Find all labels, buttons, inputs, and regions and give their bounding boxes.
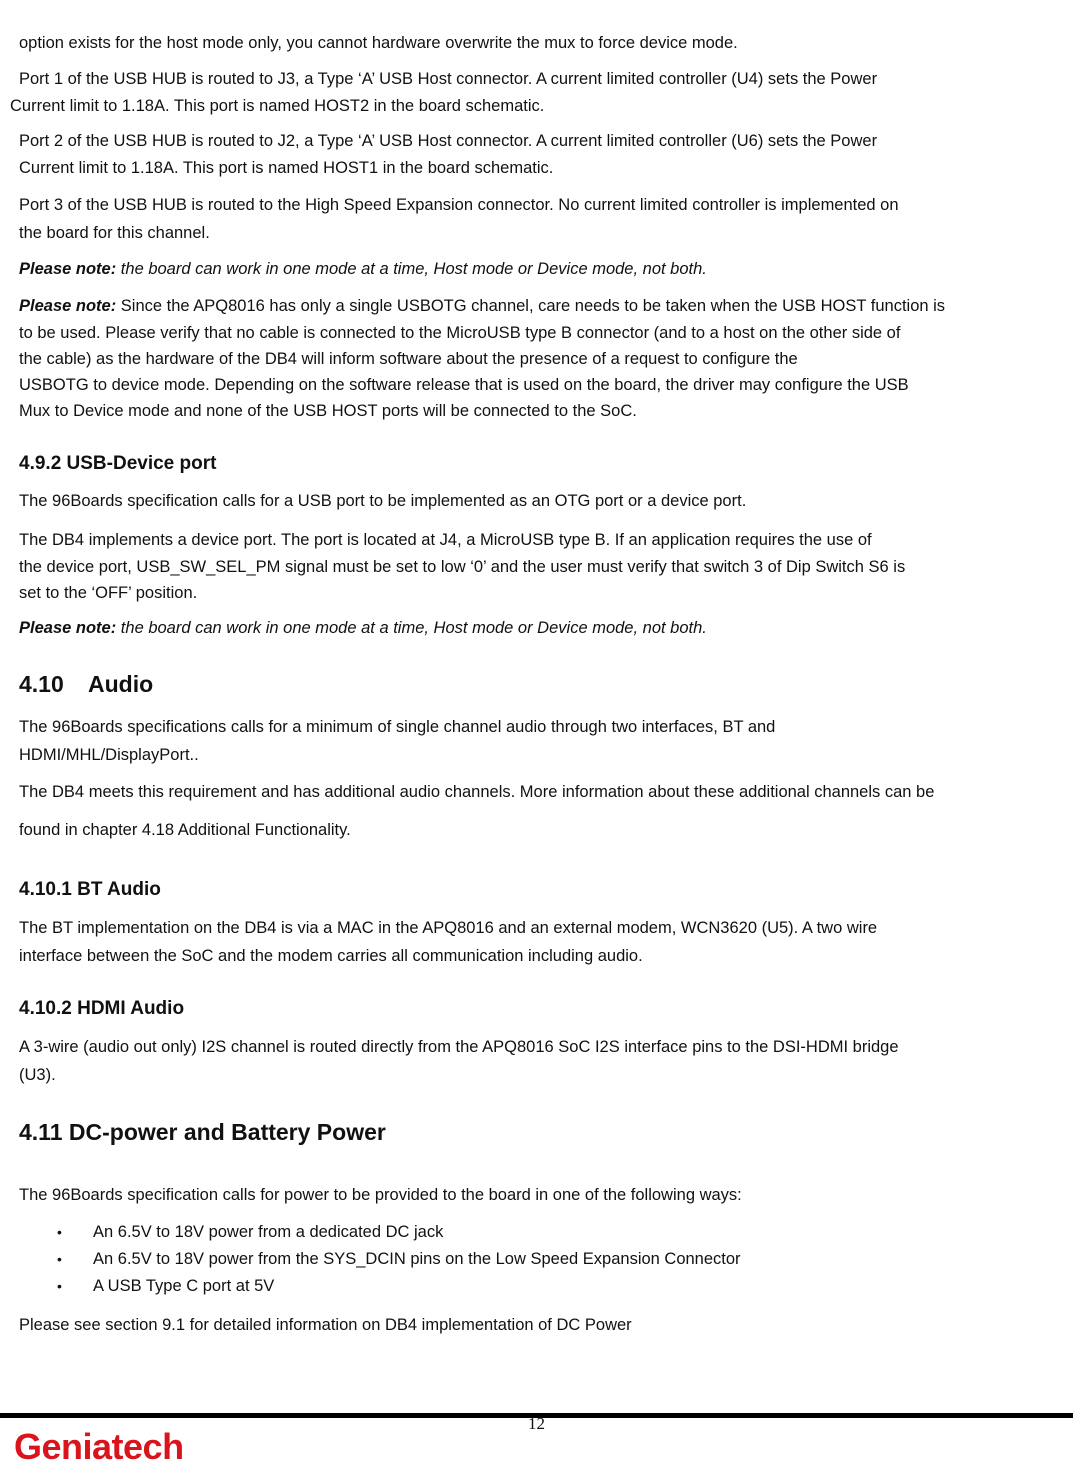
paragraph-line: option exists for the host mode only, you cannot hardware overwrite the mux to force device mode.	[19, 34, 738, 52]
heading-hdmi-audio: 4.10.2 HDMI Audio	[19, 998, 185, 1019]
list-item	[0, 1276, 1073, 1303]
list-item-text: An 6.5V to 18V power from the SYS_DCIN pins on the Low Speed Expansion Connector	[93, 1250, 741, 1268]
list-item-text: A USB Type C port at 5V	[93, 1277, 275, 1295]
paragraph-line: the board for this channel.	[19, 224, 210, 242]
heading-number: 4.10	[19, 671, 64, 697]
geniatech-logo: Geniatech	[14, 1426, 184, 1467]
paragraph-line: A 3-wire (audio out only) I2S channel is routed directly from the APQ8016 SoC I2S interface pins to the DSI-HDMI bridge	[19, 1038, 899, 1056]
note-label: Please note:	[19, 619, 117, 637]
paragraph-line: USBOTG to device mode. Depending on the software release that is used on the board, the driver may configure the USB	[19, 376, 909, 394]
note-text: Since the APQ8016 has only a single USBOTG channel, care needs to be taken when the USB HOST function is	[116, 297, 946, 315]
paragraph-line: Mux to Device mode and none of the USB HOST ports will be connected to the SoC.	[19, 402, 637, 420]
heading-audio	[19, 670, 153, 698]
paragraph-line: the device port, USB_SW_SEL_PM signal must be set to low ‘0’ and the user must verify that switch 3 of Dip Switch S6 is	[19, 558, 906, 576]
paragraph-line: The 96Boards specification calls for power to be provided to the board in one of the following ways:	[19, 1186, 742, 1204]
paragraph-line: found in chapter 4.18 Additional Functionality.	[19, 821, 351, 839]
paragraph-line: HDMI/MHL/DisplayPort..	[19, 746, 199, 764]
paragraph-line: the cable) as the hardware of the DB4 will inform software about the presence of a request to configure the	[19, 350, 798, 368]
page-number: 12	[528, 1414, 545, 1433]
note-usb-mode	[19, 259, 707, 279]
paragraph-line: interface between the SoC and the modem carries all communication including audio.	[19, 947, 643, 965]
list-item	[0, 1222, 1073, 1249]
heading-dc-power: 4.11 DC-power and Battery Power	[19, 1119, 386, 1145]
note-text: the board can work in one mode at a time, Host mode or Device mode, not both.	[116, 619, 707, 637]
paragraph-line: The DB4 implements a device port. The port is located at J4, a MicroUSB type B. If an application requires the use of	[19, 531, 872, 549]
paragraph-line: Current limit to 1.18A. This port is named HOST1 in the board schematic.	[19, 159, 554, 177]
paragraph-line: set to the ‘OFF’ position.	[19, 584, 198, 602]
note-usbotg	[19, 296, 945, 316]
paragraph-line: The BT implementation on the DB4 is via a MAC in the APQ8016 and an external modem, WCN3620 (U5). A two wire	[19, 919, 878, 937]
heading-usb-device-port: 4.9.2 USB-Device port	[19, 453, 217, 474]
paragraph-line: to be used. Please verify that no cable is connected to the MicroUSB type B connector (and to a host on the other side of	[19, 324, 901, 342]
bullet-icon: •	[57, 1251, 62, 1267]
heading-bt-audio: 4.10.1 BT Audio	[19, 879, 161, 900]
paragraph-line: The DB4 meets this requirement and has additional audio channels. More information about these additional channels can be	[19, 783, 935, 801]
bullet-icon: •	[57, 1224, 62, 1240]
paragraph-line: The 96Boards specification calls for a USB port to be implemented as an OTG port or a device port.	[19, 492, 747, 510]
bullet-icon: •	[57, 1278, 62, 1294]
note-usb-mode	[19, 618, 707, 638]
note-label: Please note:	[19, 297, 117, 315]
paragraph-line: Please see section 9.1 for detailed information on DB4 implementation of DC Power	[19, 1316, 632, 1334]
paragraph-line: Port 3 of the USB HUB is routed to the High Speed Expansion connector. No current limited controller is implemented on	[19, 196, 899, 214]
paragraph-line: Port 1 of the USB HUB is routed to J3, a Type ‘A’ USB Host connector. A current limited controller (U4) sets the Power	[19, 70, 878, 88]
list-item-text: An 6.5V to 18V power from a dedicated DC jack	[93, 1223, 444, 1241]
note-label: Please note:	[19, 260, 117, 278]
list-item	[0, 1249, 1073, 1276]
paragraph-line: (U3).	[19, 1066, 56, 1084]
paragraph-line: Current limit to 1.18A. This port is named HOST2 in the board schematic.	[10, 97, 545, 115]
note-text: the board can work in one mode at a time, Host mode or Device mode, not both.	[116, 260, 707, 278]
paragraph-line: The 96Boards specifications calls for a minimum of single channel audio through two interfaces, BT and	[19, 718, 776, 736]
paragraph-line: Port 2 of the USB HUB is routed to J2, a Type ‘A’ USB Host connector. A current limited controller (U6) sets the Power	[19, 132, 878, 150]
heading-title: Audio	[88, 671, 154, 697]
power-options-list	[0, 1222, 1073, 1303]
